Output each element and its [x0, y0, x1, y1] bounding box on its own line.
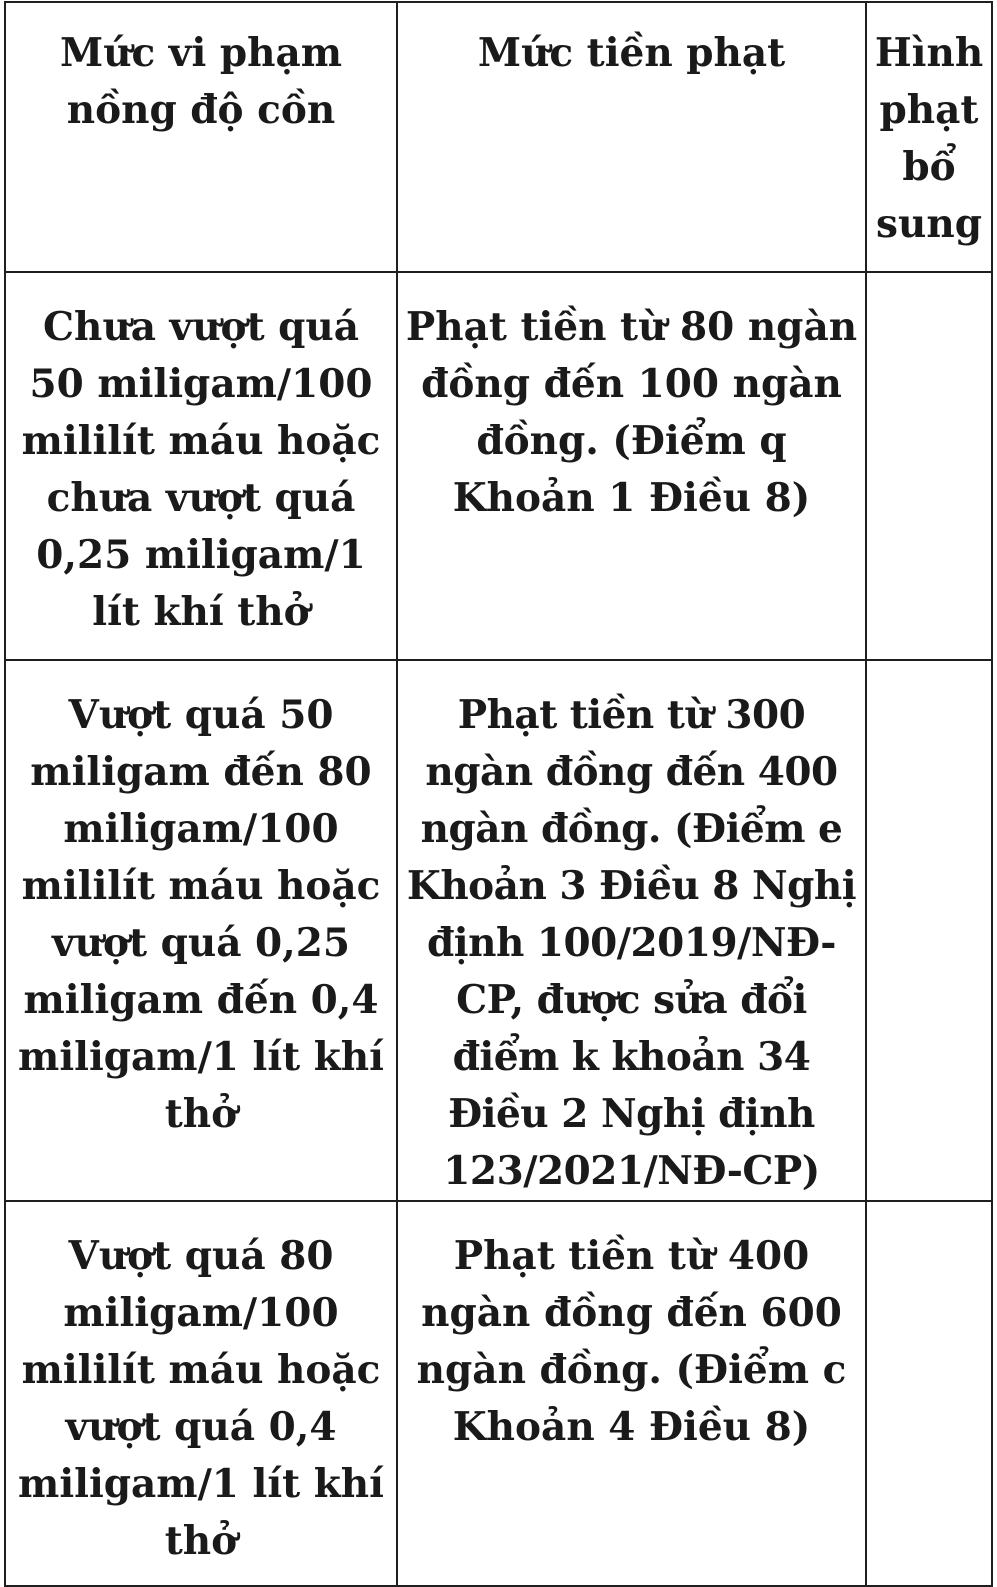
header-additional-penalty: Hình phạt bổ sung [866, 2, 992, 272]
cell-violation-level: Vượt quá 80 miligam/100 mililít máu hoặc vượt quá 0,4 miligam/1 lít khí thở [5, 1201, 397, 1586]
table-row [5, 272, 992, 660]
table-header-row [5, 2, 992, 272]
cell-additional-penalty [866, 272, 992, 660]
table-row [5, 1201, 992, 1586]
cell-violation-level: Vượt quá 50 miligam đến 80 miligam/100 mililít máu hoặc vượt quá 0,25 miligam đến 0,4 miligam/1 lít khí thở [5, 660, 397, 1201]
table-row [5, 660, 992, 1201]
cell-fine-amount: Phạt tiền từ 80 ngàn đồng đến 100 ngàn đồng. (Điểm q Khoản 1 Điều 8) [397, 272, 866, 660]
header-violation-level: Mức vi phạm nồng độ cồn [5, 2, 397, 272]
cell-additional-penalty [866, 660, 992, 1201]
cell-additional-penalty [866, 1201, 992, 1586]
cell-fine-amount: Phạt tiền từ 400 ngàn đồng đến 600 ngàn đồng. (Điểm c Khoản 4 Điều 8) [397, 1201, 866, 1586]
alcohol-fine-table [4, 1, 993, 1587]
cell-fine-amount: Phạt tiền từ 300 ngàn đồng đến 400 ngàn đồng. (Điểm e Khoản 3 Điều 8 Nghị định 100/2019/NĐ-CP, được sửa đổi điểm k khoản 34 Điều 2 Nghị định 123/2021/NĐ-CP) [397, 660, 866, 1201]
header-fine-amount: Mức tiền phạt [397, 2, 866, 272]
cell-violation-level: Chưa vượt quá 50 miligam/100 mililít máu hoặc chưa vượt quá 0,25 miligam/1 lít khí thở [5, 272, 397, 660]
